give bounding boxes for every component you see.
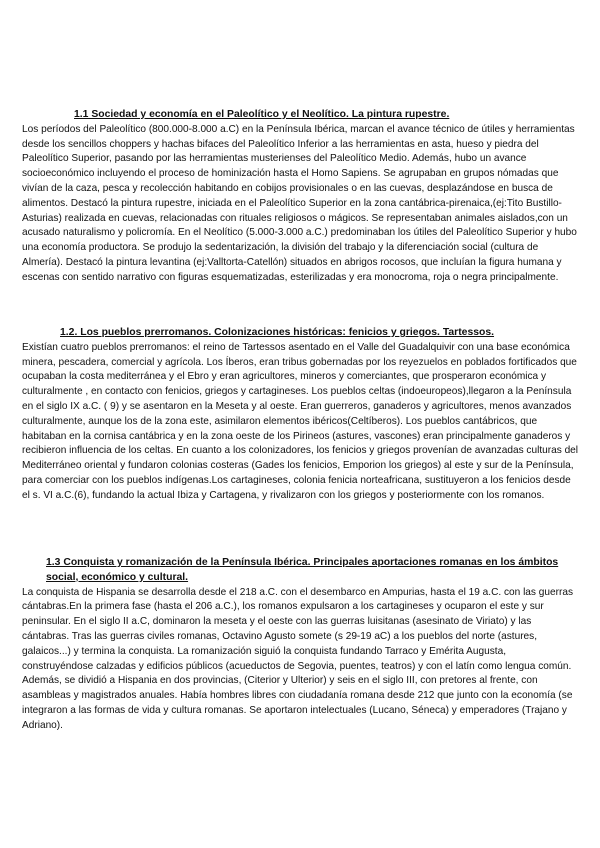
section-heading: 1.2. Los pueblos prerromanos. Colonizaciones históricas: fenicios y griegos. Tartessos. [60, 327, 495, 338]
section-body: Existían cuatro pueblos prerromanos: el reino de Tartessos asentado en el Valle del Guadalquivir con una base económica minera, pescadera, comercial y agrícola. Los Íberos, eran tribus gobernadas por los reyezuelos en poblados fortificados que ocupaban la costa mediterránea y el Ebro y eran agricultores, mineros y comerciantes, que prosperaron económica y culturalmente , en contacto con fenicios, griegos y cartagineses. Los pueblos celtas (indoeuropeos),llegaron a la Península en el siglo IX a.C. ( 9) y se asentaron en la Meseta y al oeste. Eran guerreros, ganaderos y agricultores, menos avanzados culturalmente, aunque los de la zona este, asimilaron elementos ibéricos(Celtíberos). Los pueblos cantábricos, que habitaban en la cornisa cantábrica y en la zona oeste de los Pirineos (astures, vascones) eran principalmente ganaderos y recibieron influencia de los celtas. En cuanto a los colonizadores, los fenicios y griegos provenían de avanzadas culturas del Mediterráneo oriental y fundaron colonias costeras (Gades los fenicios, Emporion los griegos) al este y sur de la Península, para comerciar con los pueblos indígenas.Los cartagineses, colonia fenicia norteafricana, sustituyeron a los fenicios desde el s. VI a.C.(6), fundando la actual Ibiza y Cartagena, y rivalizaron con los griegos y posteriormente con los romanos. [22, 341, 579, 501]
section-body: La conquista de Hispania se desarrolla desde el 218 a.C. con el desembarco en Ampurias, hasta el 19 a.C. con las guerras cántabras.En la primera fase (hasta el 206 a.C.), los romanos expulsaron a los cartagineses y ocuparon el este y sur peninsular. En el siglo II a.C, dominaron la meseta y el oeste con las guerras luisitanas (asesinato de Viriato) y las cántabras. Tras las guerras civiles romanas, Octavino Agusto somete (s 29-19 aC) a los pueblos del norte (astures, galaicos...) y termina la conquista. La romanización siguió la conquista fundando Tarraco y Emérita Augusta, construyéndose calzadas y edificios públicos (acueductos de Segovia, puentes, teatros) y con el latín como lengua común. Además, se dividió a Hispania en dos provincias, (Citerior y Ulterior) y seis en el siglo III, con pretores al frente, con asambleas y magistrados anuales. Había hombres libres con ciudadanía romana desde 212 que junto con la economía (se integraron a las formas de vida y cultura romanas. Se aportaron intelectuales (Lucano, Séneca) y emperadores (Trajano y Adriano). [22, 586, 573, 731]
section-heading: 1.3 Conquista y romanización de la Península Ibérica. Principales aportaciones romanas en los ámbitos social, económico y cultural. [46, 557, 559, 583]
section-heading: 1.1 Sociedad y economía en el Paleolítico y el Neolítico. La pintura rupestre. [74, 109, 450, 120]
section-conquista-romanizacion [22, 556, 580, 734]
section-paleolitico-neolitico [22, 108, 580, 286]
section-body: Los períodos del Paleolítico (800.000-8.000 a.C) en la Península Ibérica, marcan el avance técnico de útiles y herramientas desde los sencillos choppers y hachas bifaces del Paleolítico Inferior a las herramientas en asta, hueso y piedra del Paleolítico Superior, pasando por las herramientas musterienses del Paleolítico Medio. Además, hubo un avance socioeconómico incluyendo el proceso de hominización hasta el Homo Sapiens. Se agrupaban en grupos nómadas que vivían de la caza, pesca y recolección habitando en cobijos provisionales o en las cuevas, desplazándose en busca de alimentos. Destacó la pintura rupestre, iniciada en el Paleolítico Superior en la zona cantábrica-pirenaica,(ej:Tito Bustillo-Asturias) realizada en cuevas, relacionadas con rituales religiosos o mágicos. Se representaban animales aislados,con un acusado naturalismo y policromía. En el Neolítico (5.000-3.000 a.C.) predominaban los útiles del Paleolítico Superior y hubo una economía productora. Se produjo la sedentarización, la división del trabajo y la diferenciación social (cultura de Almería). Destacó la pintura levantina (ej:Valltorta-Catellón) situados en abrigos rocosos, que incluían la figura humana y escenas con sentido narrativo con figuras esquematizadas, esterilizadas y era monocroma, roja o negra principalmente. [22, 123, 577, 283]
section-pueblos-prerromanos [22, 326, 580, 504]
